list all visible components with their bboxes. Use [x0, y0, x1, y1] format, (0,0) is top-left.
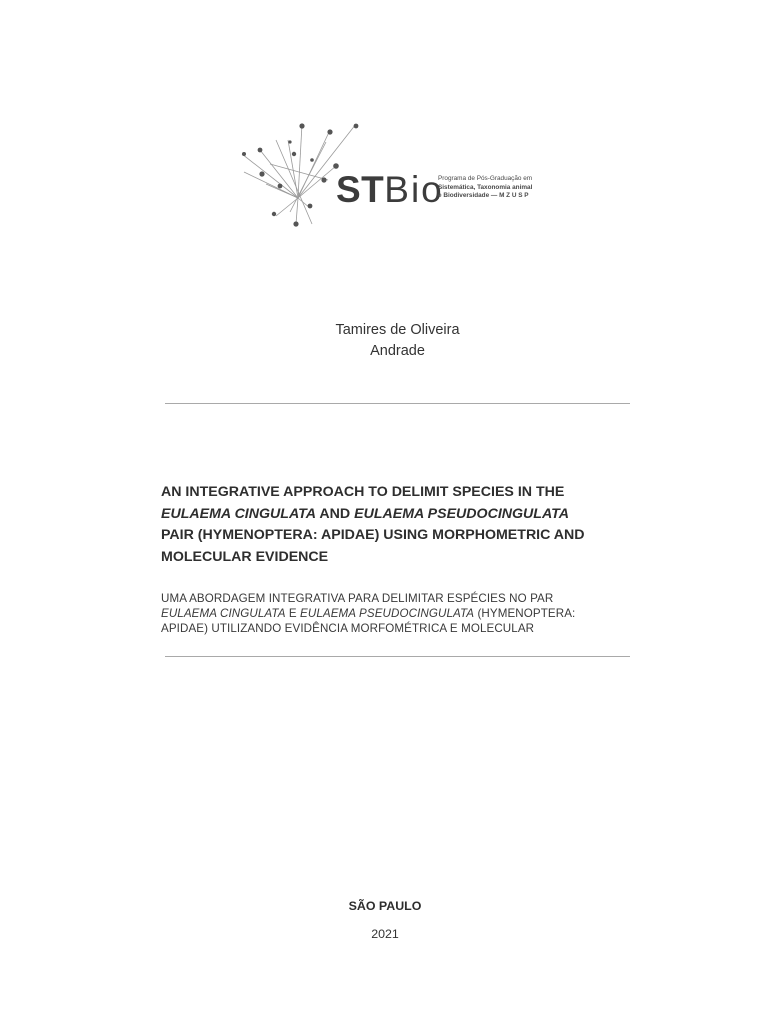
divider: [165, 656, 630, 657]
logo-program-line: Sistemática, Taxonomia animal: [438, 183, 533, 191]
logo-wordmark: STBio: [336, 169, 444, 210]
title-line: EULAEMA CINGULATA AND EULAEMA PSEUDOCINGULATA: [161, 505, 570, 522]
title-line: MOLECULAR EVIDENCE: [161, 548, 329, 565]
title-line: PAIR (HYMENOPTERA: APIDAE) USING MORPHOMETRIC AND: [161, 527, 585, 543]
subtitle-line: EULAEMA CINGULATA E EULAEMA PSEUDOCINGULATA (HYMENOPTERA:: [161, 607, 576, 620]
city: SÃO PAULO: [348, 899, 422, 913]
logo-program-text: [438, 175, 548, 201]
logo-program-line: Programa de Pós-Graduação em: [438, 175, 533, 182]
logo-program-line: e Biodiversidade — M Z U S P: [438, 192, 529, 200]
year: 2021: [371, 927, 399, 941]
title-line: AN INTEGRATIVE APPROACH TO DELIMIT SPECIES IN THE: [161, 484, 565, 500]
divider: [165, 403, 630, 404]
thesis-title-portuguese: [161, 591, 636, 636]
subtitle-line: UMA ABORDAGEM INTEGRATIVA PARA DELIMITAR ESPÉCIES NO PAR: [161, 592, 554, 605]
author-line: Andrade: [370, 343, 425, 359]
subtitle-line: APIDAE) UTILIZANDO EVIDÊNCIA MORFOMÉTRICA E MOLECULAR: [161, 622, 535, 635]
stbio-logo: [236, 120, 546, 230]
thesis-title-english: [161, 482, 636, 568]
author-name: [165, 320, 630, 362]
author-line: Tamires de Oliveira: [335, 322, 460, 338]
